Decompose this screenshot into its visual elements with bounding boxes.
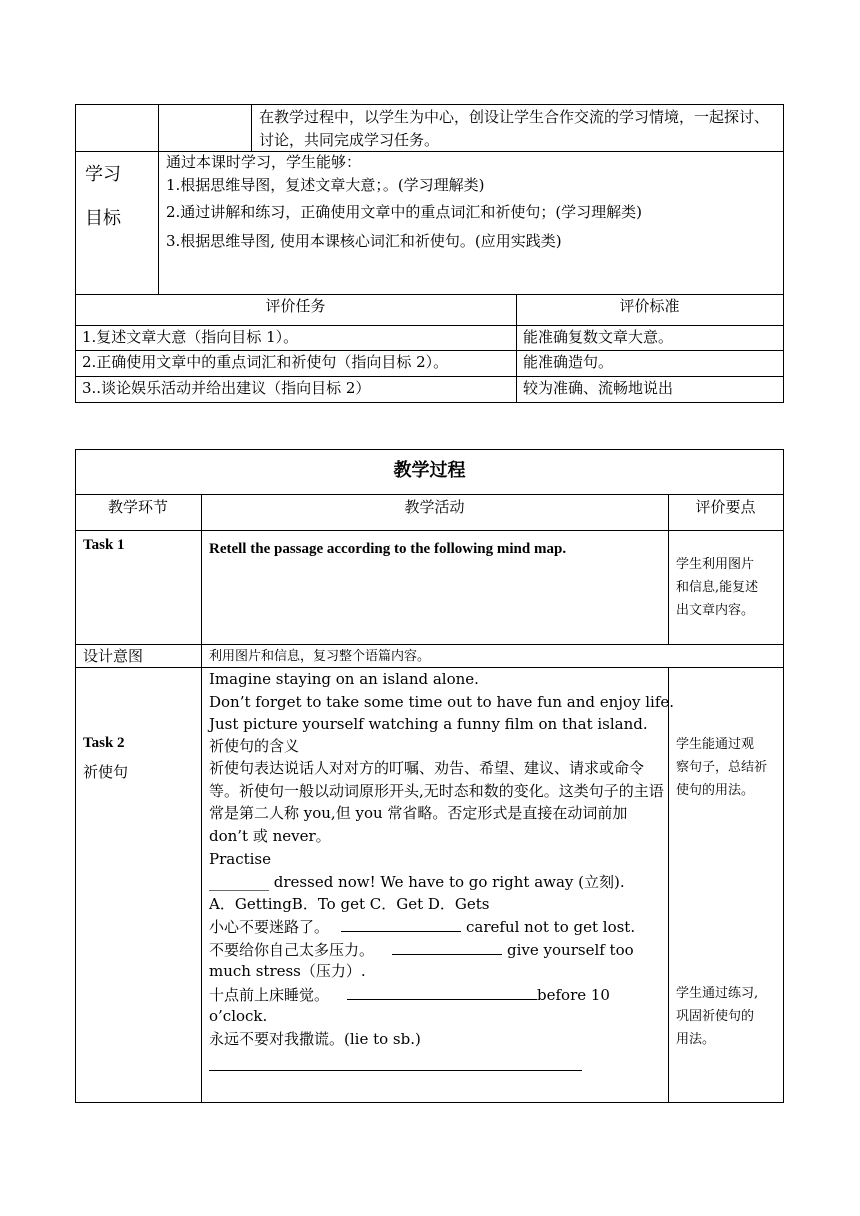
goal-item: 1.根据思维导图，复述文章大意；。(学习理解类) [166,176,485,194]
example-sentence: Imagine staying on an island alone. [209,670,479,688]
exercise-item [209,985,610,1004]
exercise-text: 十点前上床睡觉。 [209,986,330,1004]
goals-label: 目标 [85,208,121,229]
task2-eval-line: 使句的用法。 [676,783,755,798]
task2-label-cn: 祈使句 [83,763,129,781]
eval-standard-cell: 能准确造句。 [523,353,614,371]
table-border [75,449,784,450]
table-border [668,667,669,1102]
task2-eval-line: 用法。 [676,1032,716,1047]
table-border [668,494,669,644]
practise-heading: Practise [209,850,272,868]
task1-eval-line: 出文章内容。 [676,603,755,618]
goals-label: 学习 [85,164,121,185]
table-border [75,294,784,295]
exercise-text: much stress（压力）. [209,962,366,980]
table-border [783,449,784,1102]
exercise-text: 永远不要对我撒谎。(lie to sb.) [209,1030,421,1048]
design-text: 利用图片和信息，复习整个语篇内容。 [209,649,431,664]
table-border [201,494,202,1102]
example-sentence: Don’t forget to take some time out to have fun and enjoy life. [209,693,675,711]
table-border [783,104,784,402]
eval-standard-cell: 较为准确、流畅地说出 [523,379,674,397]
task1-activity: Retell the passage according to the following mind map. [209,541,567,557]
exercise-item [209,917,635,936]
design-label: 设计意图 [83,647,144,665]
exercise-text: careful not to get lost. [466,918,636,936]
goal-item: 3.根据思维导图, 使用本课核心词汇和祈使句。(应用实践类) [166,232,562,250]
table-border [75,667,784,668]
answer-blank[interactable] [392,940,502,955]
eval-task-cell: 3..谈论娱乐活动并给出建议（指向目标 2） [82,379,371,397]
teaching-approach-text: 在教学过程中，以学生为中心，创设让学生合作交流的学习情境，一起探讨、讨论，共同完成学习任务。 [259,108,770,149]
table-border [75,530,784,531]
table-title: 教学过程 [393,460,466,481]
example-sentence: Just picture yourself watching a funny film on that island. [209,715,648,733]
eval-task-header: 评价任务 [265,297,326,315]
table-border [75,104,76,402]
goals-intro: 通过本课时学习，学生能够： [166,153,362,171]
col-header-stage: 教学环节 [107,498,168,516]
imperative-explanation: 祈使句表达说话人对对方的叮嘱、劝告、希望、建议、请求或命令等。祈使句一般以动词原形开头,无时态和数的变化。这类句子的主语常是第二人称 you,但 you 常省略。否定形式是直接在动词前加 don’t 或 never。 [209,759,664,845]
col-header-activity: 教学活动 [404,498,465,516]
task1-eval-line: 学生利用图片 [676,557,755,572]
task2-eval-line: 察句子，总结祈 [676,760,768,775]
eval-standard-header: 评价标准 [619,297,680,315]
section-heading: 祈使句的含义 [209,737,300,755]
exercise-options: A．GettingB．To get C．Get D．Gets [209,895,490,913]
eval-standard-cell: 能准确复数文章大意。 [523,328,674,346]
answer-blank[interactable] [347,985,537,1000]
task2-eval-line: 巩固祈使句的 [676,1009,755,1024]
table-border [158,104,159,294]
table-border [75,350,784,351]
table-border [75,325,784,326]
exercise-text: dressed now! We have to go right away (立刻). [269,873,625,891]
table-border [75,402,784,403]
task2-eval-line: 学生通过练习, [676,986,759,1001]
exercise-text: o’clock. [209,1007,268,1025]
table-border [75,494,784,495]
exercise-text: give yourself too [507,941,634,959]
answer-line[interactable] [209,1070,582,1071]
table-border [75,151,784,152]
table-border [75,104,784,105]
task1-eval-line: 和信息,能复述 [676,580,759,595]
table-border [75,1102,784,1103]
task2-eval-line: 学生能通过观 [676,737,755,752]
task1-label: Task 1 [83,537,125,553]
exercise-item [209,873,625,891]
table-border [251,104,252,151]
eval-task-cell: 1.复述文章大意（指向目标 1）。 [82,328,299,346]
exercise-item [209,940,634,959]
table-border [75,449,76,1102]
task2-label: Task 2 [83,735,125,751]
table-border [75,376,784,377]
goal-item: 2.通过讲解和练习，正确使用文章中的重点词汇和祈使句；(学习理解类) [166,203,643,221]
exercise-text: 不要给你自己太多压力。 [209,941,375,959]
answer-blank[interactable]: ________ [209,873,269,891]
table-border [75,644,784,645]
eval-task-cell: 2.正确使用文章中的重点词汇和祈使句（指向目标 2）。 [82,353,449,371]
exercise-text: 小心不要迷路了。 [209,918,330,936]
col-header-eval: 评价要点 [695,498,756,516]
answer-blank[interactable] [341,917,461,932]
exercise-text: before 10 [537,986,610,1004]
